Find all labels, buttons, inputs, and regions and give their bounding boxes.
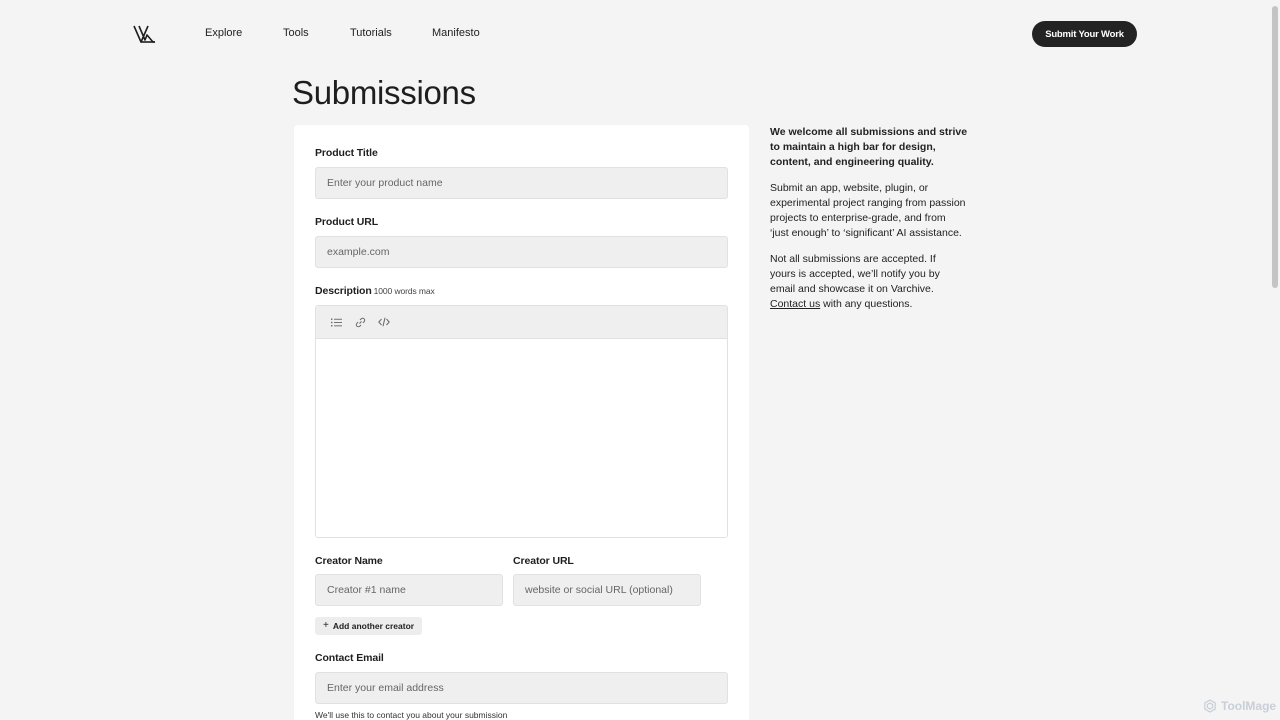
top-nav [0, 0, 1270, 68]
nav-link-manifesto[interactable]: Manifesto [432, 27, 480, 39]
contact-us-link[interactable]: Contact us [770, 298, 821, 310]
description-hint: 1000 words max [373, 286, 435, 296]
page-title: Submissions [292, 74, 476, 111]
creator-name-input[interactable] [315, 574, 503, 606]
editor-toolbar [316, 306, 727, 339]
bullet-list-icon[interactable] [329, 315, 343, 329]
nav-link-tutorials[interactable]: Tutorials [350, 27, 392, 39]
submit-your-work-button[interactable]: Submit Your Work [1032, 21, 1137, 47]
sidebar-acceptance-tail: with any questions. [823, 298, 913, 310]
creator-url-label: Creator URL [513, 555, 574, 567]
product-url-input[interactable] [315, 236, 728, 268]
scrollbar-thumb[interactable] [1272, 6, 1278, 288]
submission-form [294, 125, 749, 720]
creator-url-input[interactable] [513, 574, 701, 606]
nav-link-explore[interactable]: Explore [205, 27, 243, 39]
product-title-input[interactable] [315, 167, 728, 199]
description-label-text: Description [315, 285, 372, 297]
watermark-logo-icon [1203, 699, 1217, 713]
sidebar-intro: We welcome all submissions and strive to maintain a high bar for design, content, and engineering quality. [770, 126, 968, 168]
add-creator-label: Add another creator [332, 621, 415, 631]
nav-link-tools[interactable]: Tools [283, 27, 309, 39]
description-editor [315, 305, 728, 538]
product-url-label: Product URL [315, 216, 379, 228]
product-title-label: Product Title [315, 147, 378, 159]
contact-email-input[interactable] [315, 672, 728, 704]
add-creator-button[interactable] [315, 617, 422, 635]
contact-email-label: Contact Email [315, 652, 384, 664]
plus-icon: + [323, 620, 329, 631]
sidebar-acceptance-text: Not all submissions are accepted. If yours is accepted, we’ll notify you by email and showcase it on Varchive. [770, 253, 940, 295]
creator-name-label: Creator Name [315, 555, 383, 567]
description-label [315, 285, 435, 297]
watermark-text: ToolMage [1221, 699, 1277, 713]
description-textarea[interactable] [316, 339, 727, 538]
sidebar-body: Submit an app, website, plugin, or experimental project ranging from passion projects to enterprise-grade, and from ‘just enough’ to ‘significant’ AI assistance. [770, 182, 966, 239]
varchive-logo-icon[interactable] [133, 24, 156, 44]
contact-email-note: We'll use this to contact you about your submission [315, 710, 508, 720]
link-icon[interactable] [353, 315, 367, 329]
code-icon[interactable] [377, 315, 391, 329]
watermark [1203, 699, 1276, 713]
sidebar-acceptance [770, 252, 960, 312]
